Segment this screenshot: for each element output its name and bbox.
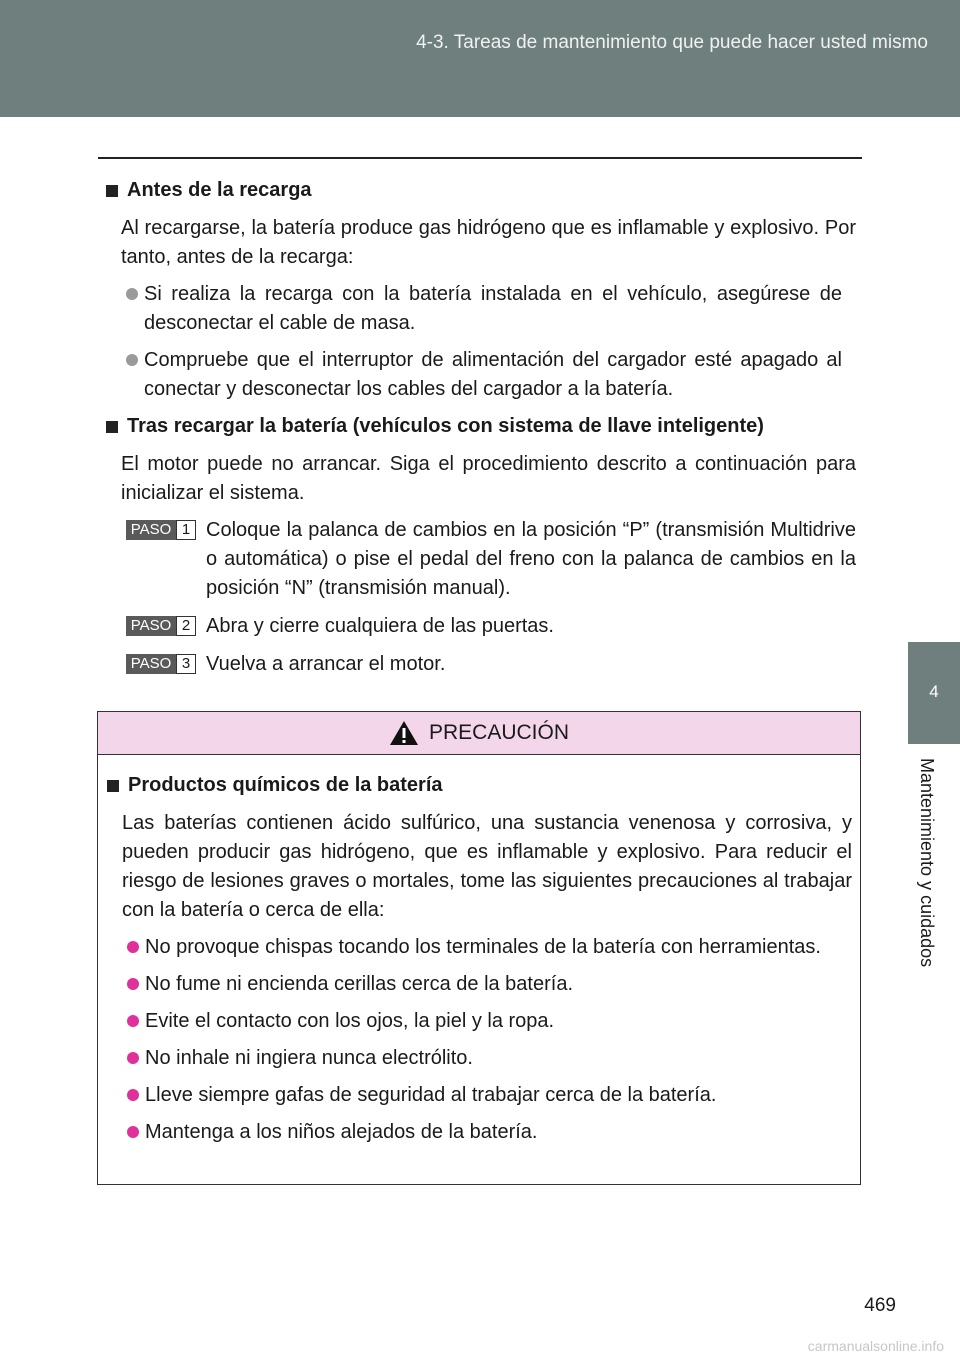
heading-text: Tras recargar la batería (vehículos con sistema de llave inteligente) xyxy=(127,415,764,437)
list-item xyxy=(101,1118,852,1147)
paragraph: El motor puede no arrancar. Siga el procedimiento descrito a continuación para inicializar el sistema. xyxy=(121,453,856,504)
step-item xyxy=(100,650,856,679)
step-badge-number: 3 xyxy=(176,654,196,674)
list-item xyxy=(101,970,852,999)
bullet-dot-icon xyxy=(127,1126,139,1138)
page-header xyxy=(0,0,960,117)
caution-box xyxy=(97,711,861,1185)
list-item-text: No inhale ni ingiera nunca electrólito. xyxy=(145,1047,473,1069)
bullet-dot-icon xyxy=(127,1052,139,1064)
caution-header xyxy=(98,712,860,755)
section-title: 4-3. Tareas de mantenimiento que puede hacer usted mismo xyxy=(416,32,928,53)
list-item-text: Si realiza la recarga con la batería instalada en el vehículo, asegúrese de desconectar el cable de masa. xyxy=(144,283,842,334)
square-bullet-icon xyxy=(106,185,118,197)
list-item xyxy=(101,1007,852,1036)
step-badge-number: 1 xyxy=(176,520,196,540)
bullet-dot-icon xyxy=(127,1015,139,1027)
list-item xyxy=(101,1044,852,1073)
step-text: Abra y cierre cualquiera de las puertas. xyxy=(206,615,554,637)
step-badge-label: PASO xyxy=(126,616,176,636)
bullet-dot-icon xyxy=(126,288,138,300)
step-badge xyxy=(126,654,196,674)
step-text: Vuelva a arrancar el motor. xyxy=(206,653,446,675)
list-item-text: Compruebe que el interruptor de alimentación del cargador esté apagado al conectar y desconectar los cables del cargador a la batería. xyxy=(144,349,842,400)
list-item xyxy=(100,280,856,338)
chapter-label: Mantenimiento y cuidados xyxy=(917,758,937,968)
list-item-text: Evite el contacto con los ojos, la piel y la ropa. xyxy=(145,1010,555,1032)
step-badge-label: PASO xyxy=(126,654,176,674)
paragraph: Al recargarse, la batería produce gas hidrógeno que es inflamable y explosivo. Por tanto, antes de la recarga: xyxy=(121,217,856,268)
step-badge xyxy=(126,616,196,636)
page-number: 469 xyxy=(864,1295,896,1316)
list-item-text: Lleve siempre gafas de seguridad al trabajar cerca de la batería. xyxy=(145,1084,717,1106)
step-text: Coloque la palanca de cambios en la posición “P” (transmisión Multidrive o automática) o pise el pedal del freno con la palanca de cambios en la posición “N” (transmisión manual). xyxy=(206,519,856,599)
warning-triangle-icon xyxy=(389,719,419,747)
caution-body xyxy=(98,755,860,1147)
step-badge xyxy=(126,520,196,540)
top-rule xyxy=(98,157,862,159)
list-item xyxy=(100,346,856,404)
square-bullet-icon xyxy=(106,421,118,433)
heading-text: Antes de la recarga xyxy=(127,179,312,201)
step-item xyxy=(100,516,856,603)
section-heading xyxy=(100,412,856,441)
list-item xyxy=(101,1081,852,1110)
chapter-number: 4 xyxy=(929,682,939,701)
section-heading xyxy=(100,176,856,205)
step-badge-label: PASO xyxy=(126,520,176,540)
paragraph: Las baterías contienen ácido sulfúrico, una sustancia venenosa y corrosiva, y pueden producir gas hidrógeno, que es inflamable y explosivo. Para reducir el riesgo de lesiones graves o mortales, tome las siguientes precauciones al trabajar con la batería o cerca de ella: xyxy=(122,812,852,921)
bullet-dot-icon xyxy=(127,978,139,990)
bullet-dot-icon xyxy=(126,354,138,366)
chapter-tab xyxy=(908,642,960,744)
square-bullet-icon xyxy=(107,780,119,792)
heading-text: Productos químicos de la batería xyxy=(128,774,443,796)
main-content xyxy=(100,176,856,688)
list-item-text: No fume ni encienda cerillas cerca de la batería. xyxy=(145,973,574,995)
list-item xyxy=(101,933,852,962)
bullet-dot-icon xyxy=(127,941,139,953)
watermark-text: carmanualsonline.info xyxy=(807,1338,944,1354)
caution-heading xyxy=(101,771,852,800)
step-badge-number: 2 xyxy=(176,616,196,636)
caution-title: PRECAUCIÓN xyxy=(428,721,570,744)
list-item-text: Mantenga a los niños alejados de la batería. xyxy=(145,1121,538,1143)
list-item-text: No provoque chispas tocando los terminales de la batería con herramientas. xyxy=(145,936,821,958)
bullet-dot-icon xyxy=(127,1089,139,1101)
step-item xyxy=(100,612,856,641)
